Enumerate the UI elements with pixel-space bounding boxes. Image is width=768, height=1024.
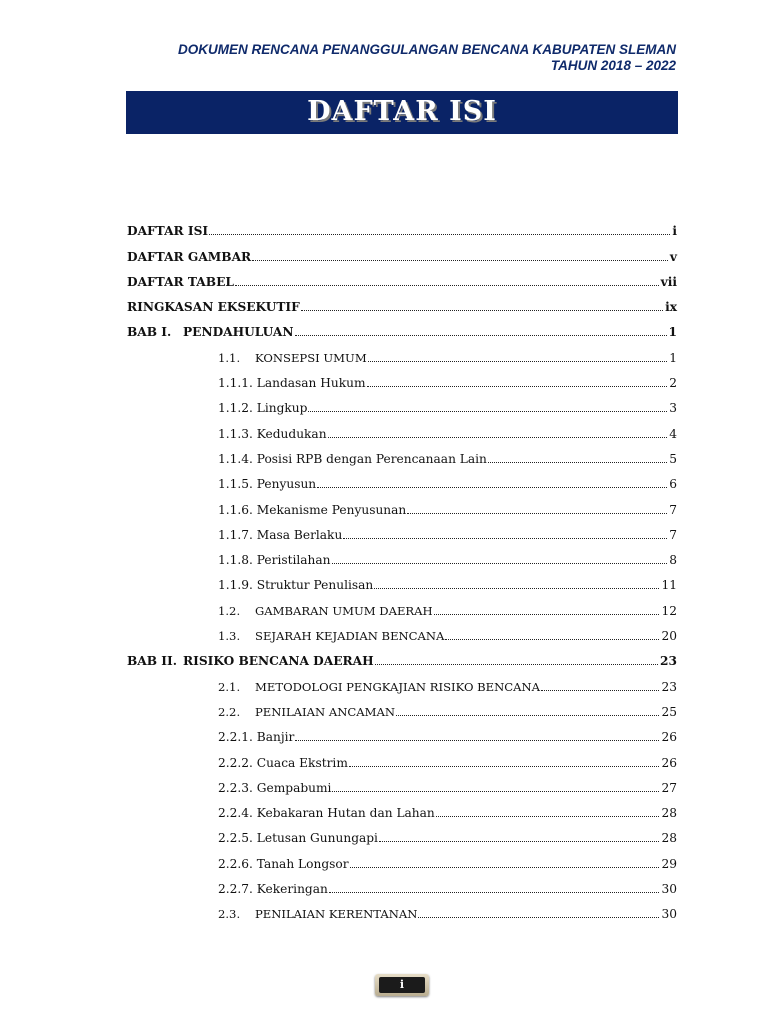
toc-entry-title: 2.2.4. Kebakaran Hutan dan Lahan <box>218 806 435 821</box>
toc-entry-title: DAFTAR TABEL <box>127 274 234 289</box>
toc-entry-title: DAFTAR GAMBAR <box>127 249 252 264</box>
toc-entry[interactable] <box>127 421 677 446</box>
toc-entry-page: 26 <box>661 755 677 770</box>
page-number: i <box>379 977 425 993</box>
toc-leader-dots <box>418 917 659 918</box>
toc-entry-title: KONSEPSI UMUM <box>255 350 367 365</box>
toc-leader-dots <box>367 386 668 387</box>
toc-entry-title: PENDAHULUAN <box>183 325 294 340</box>
toc-entry-page: 7 <box>669 502 677 517</box>
toc-entry-number: 2.3. <box>218 907 241 922</box>
toc-entry-page: i <box>672 224 677 239</box>
toc-entry-number: BAB I. <box>127 325 172 340</box>
toc-entry-page: 1 <box>669 350 677 365</box>
toc-entry-title: 1.1.3. Kedudukan <box>218 426 327 441</box>
toc-entry[interactable] <box>127 447 677 472</box>
toc-entry-page: 27 <box>661 780 677 795</box>
toc-entry-title: 1.1.5. Penyusun <box>218 477 317 492</box>
toc-leader-dots <box>445 639 659 640</box>
toc-entry[interactable] <box>127 573 677 598</box>
toc-leader-dots <box>407 513 667 514</box>
toc-entry-title: 1.1.7. Masa Berlaku <box>218 527 343 542</box>
toc-entry-page: 11 <box>661 578 677 593</box>
toc-leader-dots <box>375 664 658 665</box>
toc-entry-title: 1.1.6. Mekanisme Penyusunan <box>218 502 407 517</box>
toc-entry[interactable] <box>127 826 677 851</box>
toc-entry[interactable] <box>127 851 677 876</box>
toc-entry-title: RISIKO BENCANA DAERAH <box>183 654 374 669</box>
toc-entry-number: 1.2. <box>218 603 241 618</box>
toc-leader-dots <box>295 335 667 336</box>
toc-leader-dots <box>343 538 667 539</box>
toc-leader-dots <box>317 487 667 488</box>
table-of-contents <box>127 219 677 927</box>
toc-entry-page: 4 <box>669 426 677 441</box>
toc-entry-page: 30 <box>661 882 677 897</box>
toc-leader-dots <box>488 462 667 463</box>
toc-entry-title: PENILAIAN KERENTANAN <box>255 907 418 922</box>
toc-entry-page: ix <box>665 300 677 315</box>
toc-entry[interactable] <box>127 244 677 269</box>
toc-entry[interactable] <box>127 674 677 699</box>
toc-entry-page: 28 <box>661 831 677 846</box>
toc-entry[interactable] <box>127 270 677 295</box>
toc-entry-page: 6 <box>669 477 677 492</box>
toc-leader-dots <box>349 766 660 767</box>
toc-entry[interactable] <box>127 497 677 522</box>
toc-entry-title: 1.1.9. Struktur Penulisan <box>218 578 374 593</box>
toc-leader-dots <box>301 310 663 311</box>
toc-leader-dots <box>368 361 668 362</box>
toc-leader-dots <box>235 285 659 286</box>
toc-entry-page: 12 <box>661 603 677 618</box>
toc-entry-title: PENILAIAN ANCAMAN <box>255 704 395 719</box>
toc-entry-title: 1.1.2. Lingkup <box>218 401 308 416</box>
toc-entry-page: 2 <box>669 376 677 391</box>
toc-leader-dots <box>332 563 668 564</box>
toc-entry-page: 29 <box>661 856 677 871</box>
toc-entry-page: 23 <box>660 654 677 669</box>
page-number-badge <box>375 974 429 996</box>
toc-entry[interactable] <box>127 725 677 750</box>
toc-entry-title: METODOLOGI PENGKAJIAN RISIKO BENCANA <box>255 679 541 694</box>
toc-entry[interactable] <box>127 371 677 396</box>
toc-entry-title: 2.2.3. Gempabumi <box>218 780 332 795</box>
toc-leader-dots <box>252 260 668 261</box>
toc-leader-dots <box>332 791 659 792</box>
toc-entry-title: GAMBARAN UMUM DAERAH <box>255 603 433 618</box>
toc-entry[interactable] <box>127 396 677 421</box>
toc-entry[interactable] <box>127 902 677 927</box>
toc-entry-title: DAFTAR ISI <box>127 224 209 239</box>
toc-entry[interactable] <box>127 801 677 826</box>
toc-entry-page: 26 <box>661 730 677 745</box>
toc-leader-dots <box>329 892 660 893</box>
toc-entry[interactable] <box>127 295 677 320</box>
toc-entry-number: 2.2. <box>218 704 241 719</box>
toc-entry[interactable] <box>127 776 677 801</box>
toc-entry-number: BAB II. <box>127 654 177 669</box>
toc-leader-dots <box>374 588 659 589</box>
page-title: DAFTAR ISI <box>307 96 497 127</box>
toc-entry-title: 1.1.4. Posisi RPB dengan Perencanaan Lain <box>218 451 487 466</box>
toc-entry[interactable] <box>127 472 677 497</box>
toc-leader-dots <box>436 816 660 817</box>
toc-entry-page: 3 <box>669 401 677 416</box>
toc-entry[interactable] <box>127 320 677 345</box>
toc-leader-dots <box>209 234 670 235</box>
toc-entry-title: 1.1.8. Peristilahan <box>218 553 331 568</box>
toc-entry-title: 2.2.1. Banjir <box>218 730 295 745</box>
toc-entry-title: 2.2.2. Cuaca Ekstrim <box>218 755 348 770</box>
toc-entry-page: 25 <box>661 704 677 719</box>
toc-leader-dots <box>350 867 660 868</box>
toc-entry-page: 5 <box>669 451 677 466</box>
toc-entry-page: 20 <box>661 629 677 644</box>
toc-entry[interactable] <box>127 649 677 674</box>
title-banner <box>126 91 678 134</box>
header-line-1: DOKUMEN RENCANA PENANGGULANGAN BENCANA KABUPATEN SLEMAN <box>178 42 676 57</box>
toc-entry-page: 30 <box>661 907 677 922</box>
toc-entry[interactable] <box>127 700 677 725</box>
toc-entry-page: v <box>669 249 677 264</box>
toc-entry[interactable] <box>127 219 677 244</box>
toc-entry-page: vii <box>660 274 677 289</box>
toc-entry-number: 2.1. <box>218 679 241 694</box>
toc-leader-dots <box>295 740 659 741</box>
toc-entry[interactable] <box>127 598 677 623</box>
toc-leader-dots <box>396 715 659 716</box>
toc-leader-dots <box>379 841 660 842</box>
toc-entry[interactable] <box>127 750 677 775</box>
toc-entry-title: SEJARAH KEJADIAN BENCANA <box>255 629 445 644</box>
toc-entry-title: RINGKASAN EKSEKUTIF <box>127 300 300 315</box>
toc-leader-dots <box>328 437 668 438</box>
toc-entry-title: 2.2.5. Letusan Gunungapi <box>218 831 378 846</box>
toc-entry-page: 8 <box>669 553 677 568</box>
toc-entry-number: 1.1. <box>218 350 241 365</box>
toc-entry-title: 2.2.7. Kekeringan <box>218 882 328 897</box>
toc-entry[interactable] <box>127 877 677 902</box>
toc-entry[interactable] <box>127 624 677 649</box>
header-line-2: TAHUN 2018 – 2022 <box>550 58 676 73</box>
toc-entry-page: 23 <box>661 679 677 694</box>
toc-leader-dots <box>434 614 660 615</box>
toc-leader-dots <box>541 690 659 691</box>
toc-entry[interactable] <box>127 523 677 548</box>
toc-entry-page: 28 <box>661 806 677 821</box>
toc-entry-page: 1 <box>668 325 677 340</box>
toc-entry[interactable] <box>127 548 677 573</box>
toc-entry[interactable] <box>127 345 677 370</box>
toc-leader-dots <box>308 411 667 412</box>
toc-entry-title: 1.1.1. Landasan Hukum <box>218 376 366 391</box>
toc-entry-title: 2.2.6. Tanah Longsor <box>218 856 349 871</box>
toc-entry-page: 7 <box>669 527 677 542</box>
document-header <box>178 42 676 74</box>
toc-entry-number: 1.3. <box>218 629 241 644</box>
